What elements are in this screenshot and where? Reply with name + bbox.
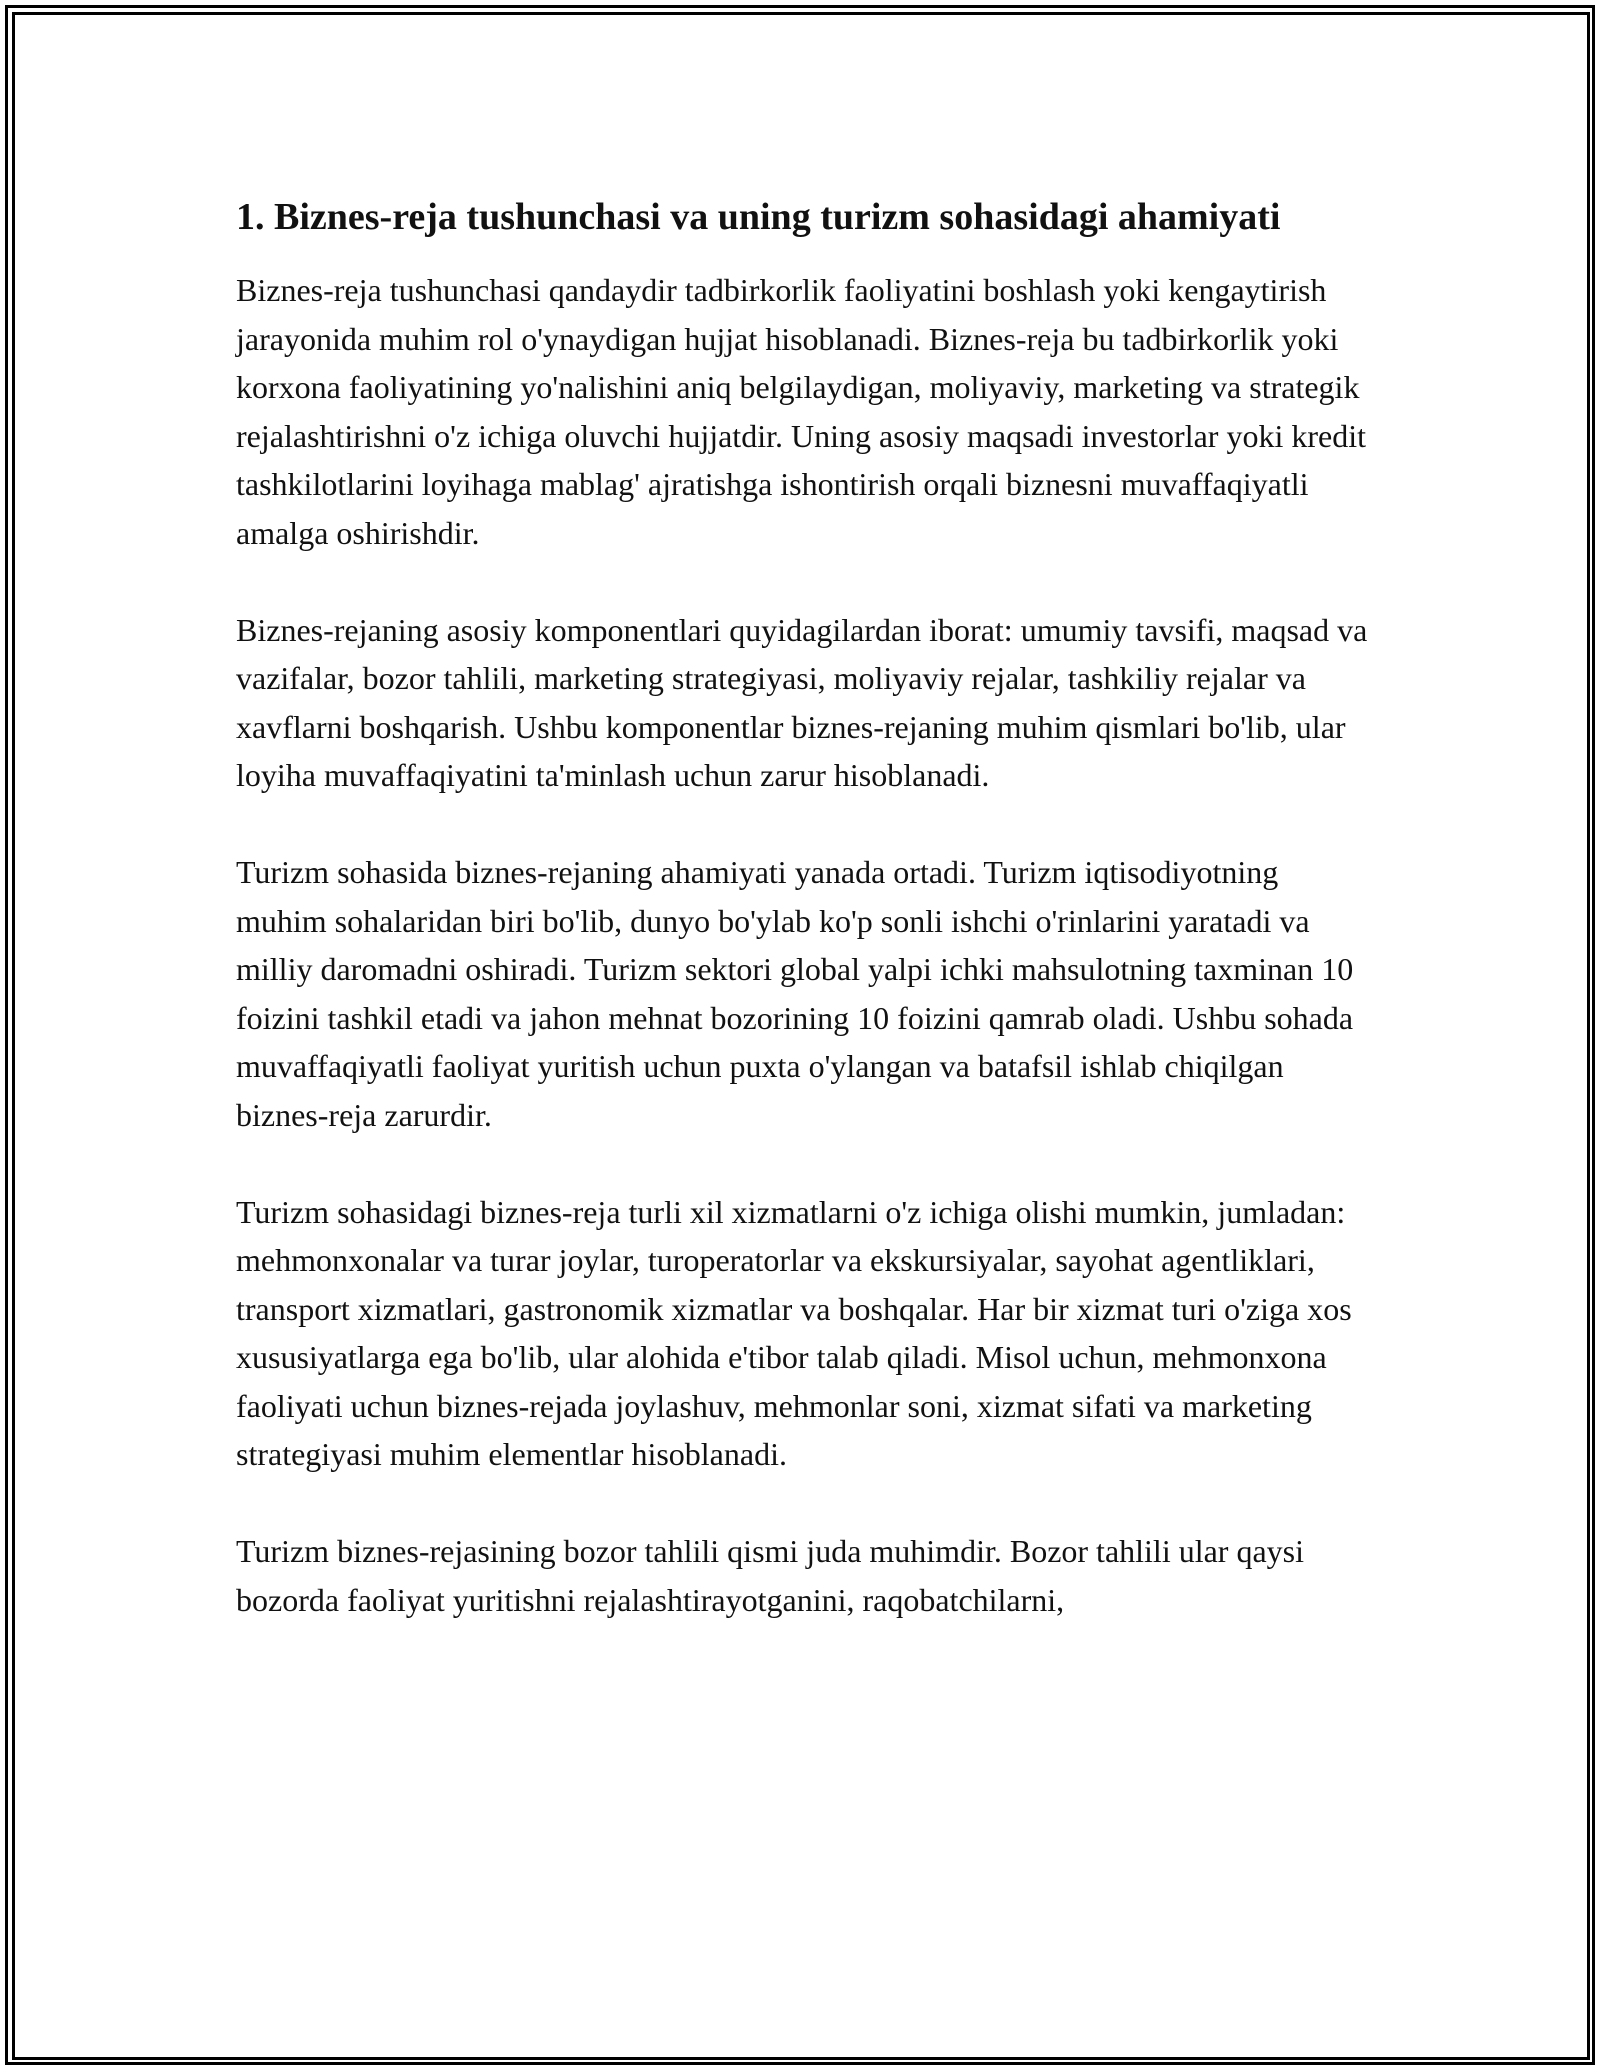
document-body: [236, 190, 1376, 1673]
paragraph-4: Turizm sohasidagi biznes-reja turli xil xizmatlarni o'z ichiga olishi mumkin, jumladan: mehmonxonalar va turar joylar, turoperatorlar va ekskursiyalar, sayohat agentliklari, transport xizmatlari, gastronomik xizmatlar va boshqalar. Har bir xizmat turi o'ziga xos xususiyatlarga ega bo'lib, ular alohida e'tibor talab qiladi. Misol uchun, mehmonxona faoliyati uchun biznes-rejada joylashuv, mehmonlar soni, xizmat sifati va marketing strategiyasi muhim elementlar hisoblanadi.: [236, 1193, 1352, 1472]
paragraph-1: Biznes-reja tushunchasi qandaydir tadbirkorlik faoliyatini boshlash yoki kengaytirish jarayonida muhim rol o'ynaydigan hujjat hisoblanadi. Biznes-reja bu tadbirkorlik yoki korxona faoliyatining yo'nalishini aniq belgilaydigan, moliyaviy, marketing va strategik rejalashtirishni o'z ichiga oluvchi hujjatdir. Uning asosiy maqsadi investorlar yoki kredit tashkilotlarini loyihaga mablag' ajratishga ishontirish orqali biznesni muvaffaqiyatli amalga oshirishdir.: [236, 272, 1366, 551]
paragraph-3: Turizm sohasida biznes-rejaning ahamiyati yanada ortadi. Turizm iqtisodiyotning muhim sohalaridan biri bo'lib, dunyo bo'ylab ko'p sonli ishchi o'rinlarini yaratadi va milliy daromadni oshiradi. Turizm sektori global yalpi ichki mahsulotning taxminan 10 foizini tashkil etadi va jahon mehnat bozorining 10 foizini qamrab oladi. Ushbu sohada muvaffaqiyatli faoliyat yuritish uchun puxta o'ylangan va batafsil ishlab chiqilgan biznes-reja zarurdir.: [236, 854, 1354, 1133]
paragraph-5: Turizm biznes-rejasining bozor tahlili qismi juda muhimdir. Bozor tahlili ular qaysi bozorda faoliyat yuritishni rejalashtirayotganini, raqobatchilarni,: [236, 1533, 1304, 1618]
paragraph-2: Biznes-rejaning asosiy komponentlari quyidagilardan iborat: umumiy tavsifi, maqsad va vazifalar, bozor tahlili, marketing strategiyasi, moliyaviy rejalar, tashkiliy rejalar va xavflarni boshqarish. Ushbu komponentlar biznes-rejaning muhim qismlari bo'lib, ular loyiha muvaffaqiyatini ta'minlash uchun zarur hisoblanadi.: [236, 611, 1368, 793]
section-heading: 1. Biznes-reja tushunchasi va uning turizm sohasidagi ahamiyati: [236, 196, 1281, 238]
